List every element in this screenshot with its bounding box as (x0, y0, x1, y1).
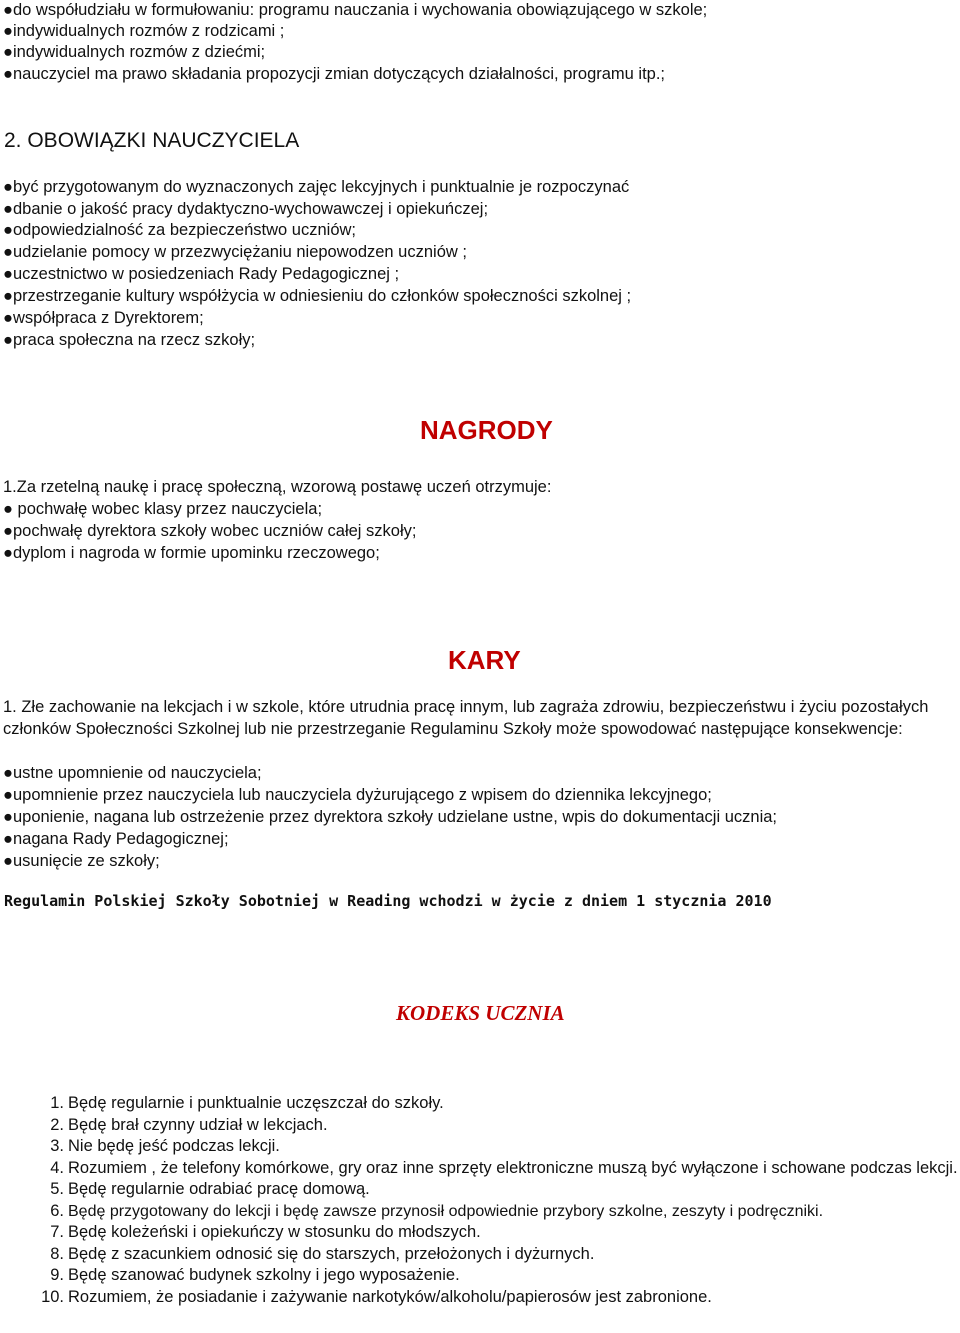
duty-item: ●odpowiedzialność za bezpieczeństwo uczniów; (3, 221, 356, 239)
kodeks-item-number: 9. (50, 1266, 64, 1284)
kodeks-item-text: Rozumiem , że telefony komórkowe, gry oraz inne sprzęty elektroniczne muszą być wyłączone i schowane podczas lekcji. (68, 1158, 958, 1177)
kodeks-item-text: Będę regularnie i punktualnie uczęszczał do szkoły. (68, 1094, 444, 1112)
kodeks-item-text: Rozumiem, że posiadanie i zażywanie narkotyków/alkoholu/papierosów jest zabronione. (68, 1287, 712, 1306)
reward-item: ●dyplom i nagroda w formie upominku rzeczowego; (3, 544, 380, 562)
penalty-item: ●usunięcie ze szkoły; (3, 852, 160, 870)
duty-item: ●współpraca z Dyrektorem; (3, 309, 204, 327)
kodeks-item-number: 4. (50, 1158, 64, 1177)
top-list-item: ●indywidualnych rozmów z dziećmi; (3, 43, 266, 61)
top-list-item: ●nauczyciel ma prawo składania propozycji zmian dotyczących działalności, programu itp.; (3, 65, 666, 83)
top-list-item: ●indywidualnych rozmów z rodzicami ; (3, 22, 285, 40)
section-heading-obowiazki: 2. OBOWIĄZKI NAUCZYCIELA (4, 129, 300, 152)
effective-date-note: Regulamin Polskiej Szkoły Sobotniej w Reading wchodzi w życie z dniem 1 stycznia 2010 (4, 892, 772, 910)
kodeks-item (0, 1287, 960, 1309)
duty-item: ●przestrzeganie kultury współżycia w odniesieniu do członków społeczności szkolnej ; (3, 287, 632, 305)
kodeks-item (0, 1158, 960, 1180)
kodeks-item-number: 3. (50, 1137, 64, 1155)
duty-item: ●dbanie o jakość pracy dydaktyczno-wychowawczej i opiekuńczej; (3, 200, 489, 218)
kodeks-item-text: Będę brał czynny udział w lekcjach. (68, 1115, 328, 1134)
kodeks-item-number: 5. (50, 1180, 64, 1198)
penalty-item: ●nagana Rady Pedagogicznej; (3, 830, 229, 848)
penalty-item: ●upomnienie przez nauczyciela lub nauczyciela dyżurującego z wpisem do dziennika lekcyjnego; (3, 786, 712, 804)
duty-item: ●praca społeczna na rzecz szkoły; (3, 331, 256, 349)
kodeks-item (0, 1179, 960, 1201)
kodeks-item-text: Będę koleżeński i opiekuńczy w stosunku do młodszych. (68, 1223, 481, 1241)
kodeks-item-number: 1. (50, 1094, 64, 1112)
section-heading-nagrody: NAGRODY (420, 415, 553, 445)
kodeks-item (0, 1201, 960, 1223)
kodeks-item-text: Będę szanować budynek szkolny i jego wyposażenie. (68, 1266, 460, 1284)
kodeks-item-number: 8. (50, 1244, 64, 1263)
kodeks-item-number: 10. (41, 1287, 64, 1306)
kary-intro: 1. Złe zachowanie na lekcjach i w szkole, które utrudnia pracę innym, lub zagraża zdrowiu, bezpieczeństwu i życiu pozostałych członków Społeczności Szkolnej lub nie przestrzeganie Regulaminu Szkoły może spowodować następujące konsekwencje: (3, 698, 929, 738)
kodeks-item (0, 1222, 960, 1244)
section-heading-kary: KARY (448, 645, 521, 675)
duty-item: ●uczestnictwo w posiedzeniach Rady Pedagogicznej ; (3, 265, 400, 283)
top-list-item: ●do współudziału w formułowaniu: programu nauczania i wychowania obowiązującego w szkole; (3, 1, 708, 19)
nagrody-intro: 1.Za rzetelną naukę i pracę społeczną, wzorową postawę uczeń otrzymuje: (3, 478, 552, 496)
duty-item: ●udzielanie pomocy w przezwyciężaniu niepowodzen uczniów ; (3, 243, 467, 261)
kodeks-item-number: 7. (50, 1223, 64, 1241)
penalty-item: ●ustne upomnienie od nauczyciela; (3, 764, 262, 782)
kodeks-item (0, 1093, 960, 1115)
kodeks-item-text: Nie będę jeść podczas lekcji. (68, 1137, 280, 1155)
reward-item: ●pochwałę dyrektora szkoły wobec uczniów całej szkoły; (3, 522, 417, 540)
kodeks-item-number: 6. (50, 1201, 64, 1220)
kodeks-item-number: 2. (50, 1115, 64, 1134)
kodeks-item (0, 1115, 960, 1137)
kodeks-item (0, 1136, 960, 1158)
duty-item: ●być przygotowanym do wyznaczonych zajęc lekcyjnych i punktualnie je rozpoczynać (3, 178, 630, 196)
kodeks-item (0, 1244, 960, 1266)
reward-item: ● pochwałę wobec klasy przez nauczyciela; (3, 500, 323, 518)
kodeks-item-text: Będę przygotowany do lekcji i będę zawsze przynosił odpowiednie przybory szkolne, zeszyty i podręczniki. (68, 1202, 824, 1220)
kodeks-item-text: Będę regularnie odrabiać pracę domową. (68, 1180, 370, 1198)
kodeks-item-text: Będę z szacunkiem odnosić się do starszych, przełożonych i dyżurnych. (68, 1244, 595, 1263)
section-heading-kodeks: KODEKS UCZNIA (396, 1001, 565, 1025)
kodeks-list (0, 1093, 960, 1308)
kodeks-item (0, 1265, 960, 1287)
penalty-item: ●uponienie, nagana lub ostrzeżenie przez dyrektora szkoły udzielane ustne, wpis do dokumentacji ucznia; (3, 808, 778, 826)
